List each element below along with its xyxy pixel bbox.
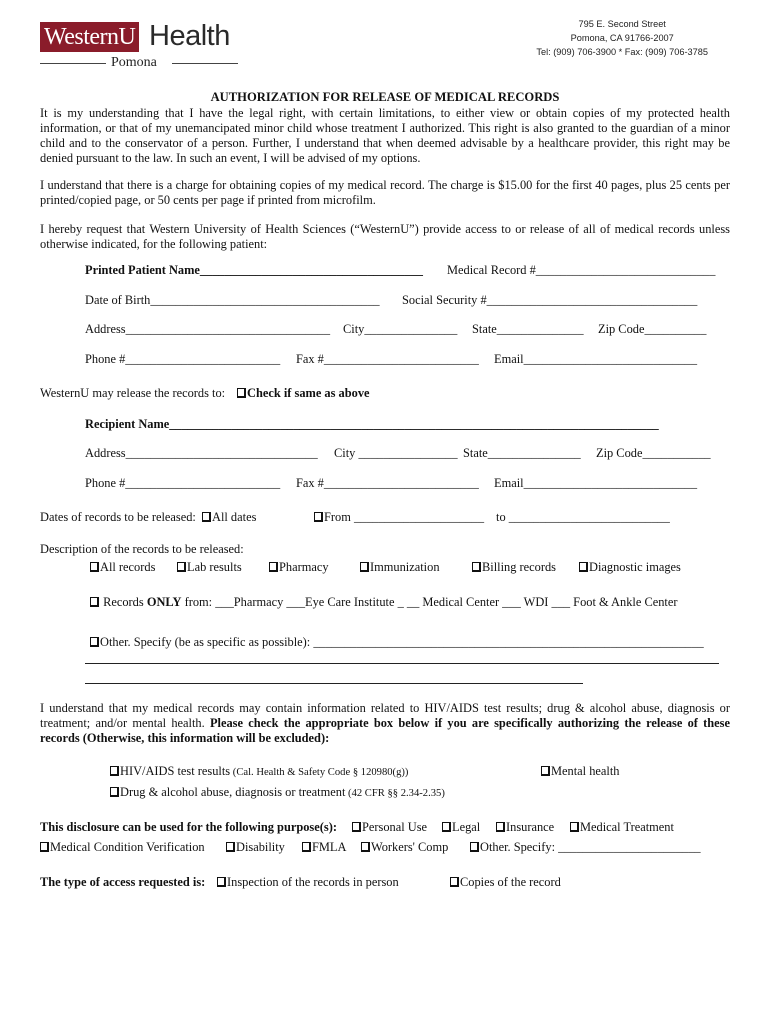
copies-label: Copies of the record	[460, 875, 561, 889]
lab-results-label: Lab results	[187, 560, 242, 574]
hiv-aids-checkbox[interactable]	[110, 766, 119, 776]
lab-results-checkbox[interactable]	[177, 562, 186, 572]
pharmacy-label: Pharmacy	[279, 560, 329, 574]
recipient-address-field[interactable]: Address_______________________________	[85, 446, 318, 460]
form-title: AUTHORIZATION FOR RELEASE OF MEDICAL RECORDS	[210, 90, 560, 104]
header-address	[536, 17, 708, 59]
other-records-option[interactable]	[90, 635, 704, 650]
all-dates-label: All dates	[212, 510, 257, 524]
all-records-label: All records	[100, 560, 156, 574]
medical-treatment-label: Medical Treatment	[580, 820, 674, 834]
from-date-checkbox[interactable]	[314, 512, 323, 522]
recipient-name-field[interactable]: Recipient Name_______________________________________________________________________________	[85, 417, 659, 431]
date-of-birth-field[interactable]: Date of Birth_____________________________________	[85, 293, 380, 307]
logo-pomona-text: Pomona	[111, 55, 157, 70]
condition-verification-checkbox[interactable]	[40, 842, 49, 852]
records-only-sources[interactable]: from: ___Pharmacy ___Eye Care Institute _ __ Medical Center ___ WDI ___ Foot & Ankle Center	[181, 595, 678, 609]
insurance-option[interactable]	[496, 820, 554, 835]
lab-results-option[interactable]	[177, 560, 242, 575]
mental-health-checkbox[interactable]	[541, 766, 550, 776]
records-only-bold: ONLY	[146, 595, 182, 609]
patient-name-field[interactable]: Printed Patient Name____________________________________	[85, 263, 423, 277]
copies-option[interactable]	[450, 875, 561, 890]
records-only-checkbox[interactable]	[90, 597, 99, 607]
other-purpose-option[interactable]	[470, 840, 701, 855]
address-city: Pomona, CA 91766-2007	[570, 33, 674, 43]
immunization-option[interactable]	[360, 560, 440, 575]
recipient-state-field[interactable]: State_______________	[463, 446, 581, 460]
address-phone-fax: Tel: (909) 706-3900 * Fax: (909) 706-3785	[536, 47, 708, 57]
personal-use-checkbox[interactable]	[352, 822, 361, 832]
condition-verification-label: Medical Condition Verification	[50, 840, 205, 854]
recipient-fax-field[interactable]: Fax #_________________________	[296, 476, 479, 490]
sensitive-info-instruction: Please check the appropriate box below if you are specifically authorizing the release of these records (Otherwise, this information will be excluded):	[40, 716, 730, 745]
immunization-label: Immunization	[370, 560, 440, 574]
drug-alcohol-option[interactable]	[110, 785, 445, 800]
same-as-above-checkbox[interactable]	[237, 388, 246, 398]
intro-paragraph: It is my understanding that I have the legal right, with certain limitations, to either view or obtain copies of my protected health information, or that of my unemancipated minor child whose treatment I authorized. This right is also granted to the guardian of a minor child and to the conservator of a person. Further, I understand that when deemed advisable by a healthcare provider, this right may be denied pursuant to the law. In such an event, I will be advised of my options.	[40, 106, 730, 165]
copies-checkbox[interactable]	[450, 877, 459, 887]
sensitive-info-paragraph	[40, 701, 730, 746]
disability-checkbox[interactable]	[226, 842, 235, 852]
westernu-health-logo	[40, 22, 250, 72]
inspection-checkbox[interactable]	[217, 877, 226, 887]
same-as-above-label: Check if same as above	[247, 386, 370, 400]
drug-alcohol-code: (42 CFR §§ 2.34-2.35)	[345, 788, 445, 799]
patient-zip-field[interactable]: Zip Code__________	[598, 322, 707, 336]
other-records-field[interactable]: Other. Specify (be as specific as possible): _______________________________________________________________	[100, 635, 704, 649]
to-date-field[interactable]: to __________________________	[496, 510, 670, 524]
billing-records-label: Billing records	[482, 560, 556, 574]
patient-fax-field[interactable]: Fax #_________________________	[296, 352, 479, 366]
address-street: 795 E. Second Street	[578, 19, 666, 29]
fmla-label: FMLA	[312, 840, 347, 854]
patient-city-field[interactable]: City_______________	[343, 322, 458, 336]
legal-checkbox[interactable]	[442, 822, 451, 832]
all-dates-option[interactable]	[202, 510, 256, 525]
fmla-checkbox[interactable]	[302, 842, 311, 852]
insurance-label: Insurance	[506, 820, 555, 834]
patient-phone-field[interactable]: Phone #_________________________	[85, 352, 281, 366]
patient-address-field[interactable]: Address_________________________________	[85, 322, 331, 336]
description-label: Description of the records to be released:	[40, 542, 244, 556]
purpose-label: This disclosure can be used for the following purpose(s):	[40, 820, 337, 834]
other-records-line-2[interactable]	[85, 663, 719, 664]
billing-records-option[interactable]	[472, 560, 556, 575]
social-security-field[interactable]: Social Security #__________________________________	[402, 293, 698, 307]
pharmacy-checkbox[interactable]	[269, 562, 278, 572]
recipient-city-field[interactable]: City ________________	[334, 446, 458, 460]
from-date-option[interactable]	[314, 510, 484, 525]
pharmacy-option[interactable]	[269, 560, 329, 575]
hiv-aids-option[interactable]	[110, 764, 408, 779]
workers-comp-checkbox[interactable]	[361, 842, 370, 852]
logo-rule-left	[40, 63, 106, 64]
fmla-option[interactable]	[302, 840, 346, 855]
medical-record-field[interactable]: Medical Record #_____________________________	[447, 263, 716, 277]
workers-comp-option[interactable]	[361, 840, 448, 855]
insurance-checkbox[interactable]	[496, 822, 505, 832]
personal-use-label: Personal Use	[362, 820, 428, 834]
patient-state-field[interactable]: State______________	[472, 322, 584, 336]
recipient-zip-field[interactable]: Zip Code___________	[596, 446, 711, 460]
logo-health-text: Health	[149, 20, 230, 52]
hiv-aids-code: (Cal. Health & Safety Code § 120980(g))	[230, 767, 409, 778]
hiv-aids-label: HIV/AIDS test results	[120, 764, 231, 778]
charge-paragraph: I understand that there is a charge for obtaining copies of my medical record. The charge is $15.00 for the first 40 pages, plus 25 cents per printed/copied page, or 50 cents per page if printed from microfilm.	[40, 178, 730, 207]
records-only-option[interactable]	[90, 595, 677, 610]
sensitive-info-text: I understand that my medical records may contain information related to HIV/AIDS test results; drug & alcohol abuse, diagnosis or treatment; and/or mental health.	[40, 701, 730, 730]
from-date-field[interactable]: From _____________________	[324, 510, 485, 524]
legal-option[interactable]	[442, 820, 480, 835]
billing-records-checkbox[interactable]	[472, 562, 481, 572]
release-to-label: WesternU may release the records to:	[40, 386, 226, 400]
other-purpose-field[interactable]: Other. Specify: _______________________	[480, 840, 701, 854]
same-as-above-option[interactable]	[237, 386, 370, 401]
dates-label: Dates of records to be released:	[40, 510, 196, 524]
mental-health-option[interactable]	[541, 764, 619, 779]
disability-label: Disability	[236, 840, 285, 854]
disability-option[interactable]	[226, 840, 285, 855]
immunization-checkbox[interactable]	[360, 562, 369, 572]
all-records-option[interactable]	[90, 560, 155, 575]
diagnostic-images-label: Diagnostic images	[589, 560, 681, 574]
condition-verification-option[interactable]	[40, 840, 205, 855]
workers-comp-label: Workers' Comp	[371, 840, 449, 854]
other-purpose-checkbox[interactable]	[470, 842, 479, 852]
logo-westernu-text: WesternU	[40, 22, 139, 52]
patient-email-field[interactable]: Email____________________________	[494, 352, 698, 366]
diagnostic-images-checkbox[interactable]	[579, 562, 588, 572]
recipient-phone-field[interactable]: Phone #_________________________	[85, 476, 281, 490]
all-dates-checkbox[interactable]	[202, 512, 211, 522]
inspection-label: Inspection of the records in person	[227, 875, 399, 889]
all-records-checkbox[interactable]	[90, 562, 99, 572]
drug-alcohol-checkbox[interactable]	[110, 787, 119, 797]
legal-label: Legal	[452, 820, 481, 834]
inspection-option[interactable]	[217, 875, 399, 890]
logo-rule-right	[172, 63, 238, 64]
records-only-prefix: Records	[100, 595, 147, 609]
medical-treatment-option[interactable]	[570, 820, 674, 835]
diagnostic-images-option[interactable]	[579, 560, 681, 575]
other-records-checkbox[interactable]	[90, 637, 99, 647]
drug-alcohol-label: Drug & alcohol abuse, diagnosis or treatment	[120, 785, 346, 799]
access-type-label: The type of access requested is:	[40, 875, 206, 889]
mental-health-label: Mental health	[551, 764, 620, 778]
request-paragraph: I hereby request that Western University of Health Sciences (“WesternU”) provide access to or release of all of medical records unless otherwise indicated, for the following patient:	[40, 222, 730, 251]
other-records-line-3[interactable]	[85, 683, 583, 684]
recipient-email-field[interactable]: Email____________________________	[494, 476, 698, 490]
medical-treatment-checkbox[interactable]	[570, 822, 579, 832]
personal-use-option[interactable]	[352, 820, 427, 835]
